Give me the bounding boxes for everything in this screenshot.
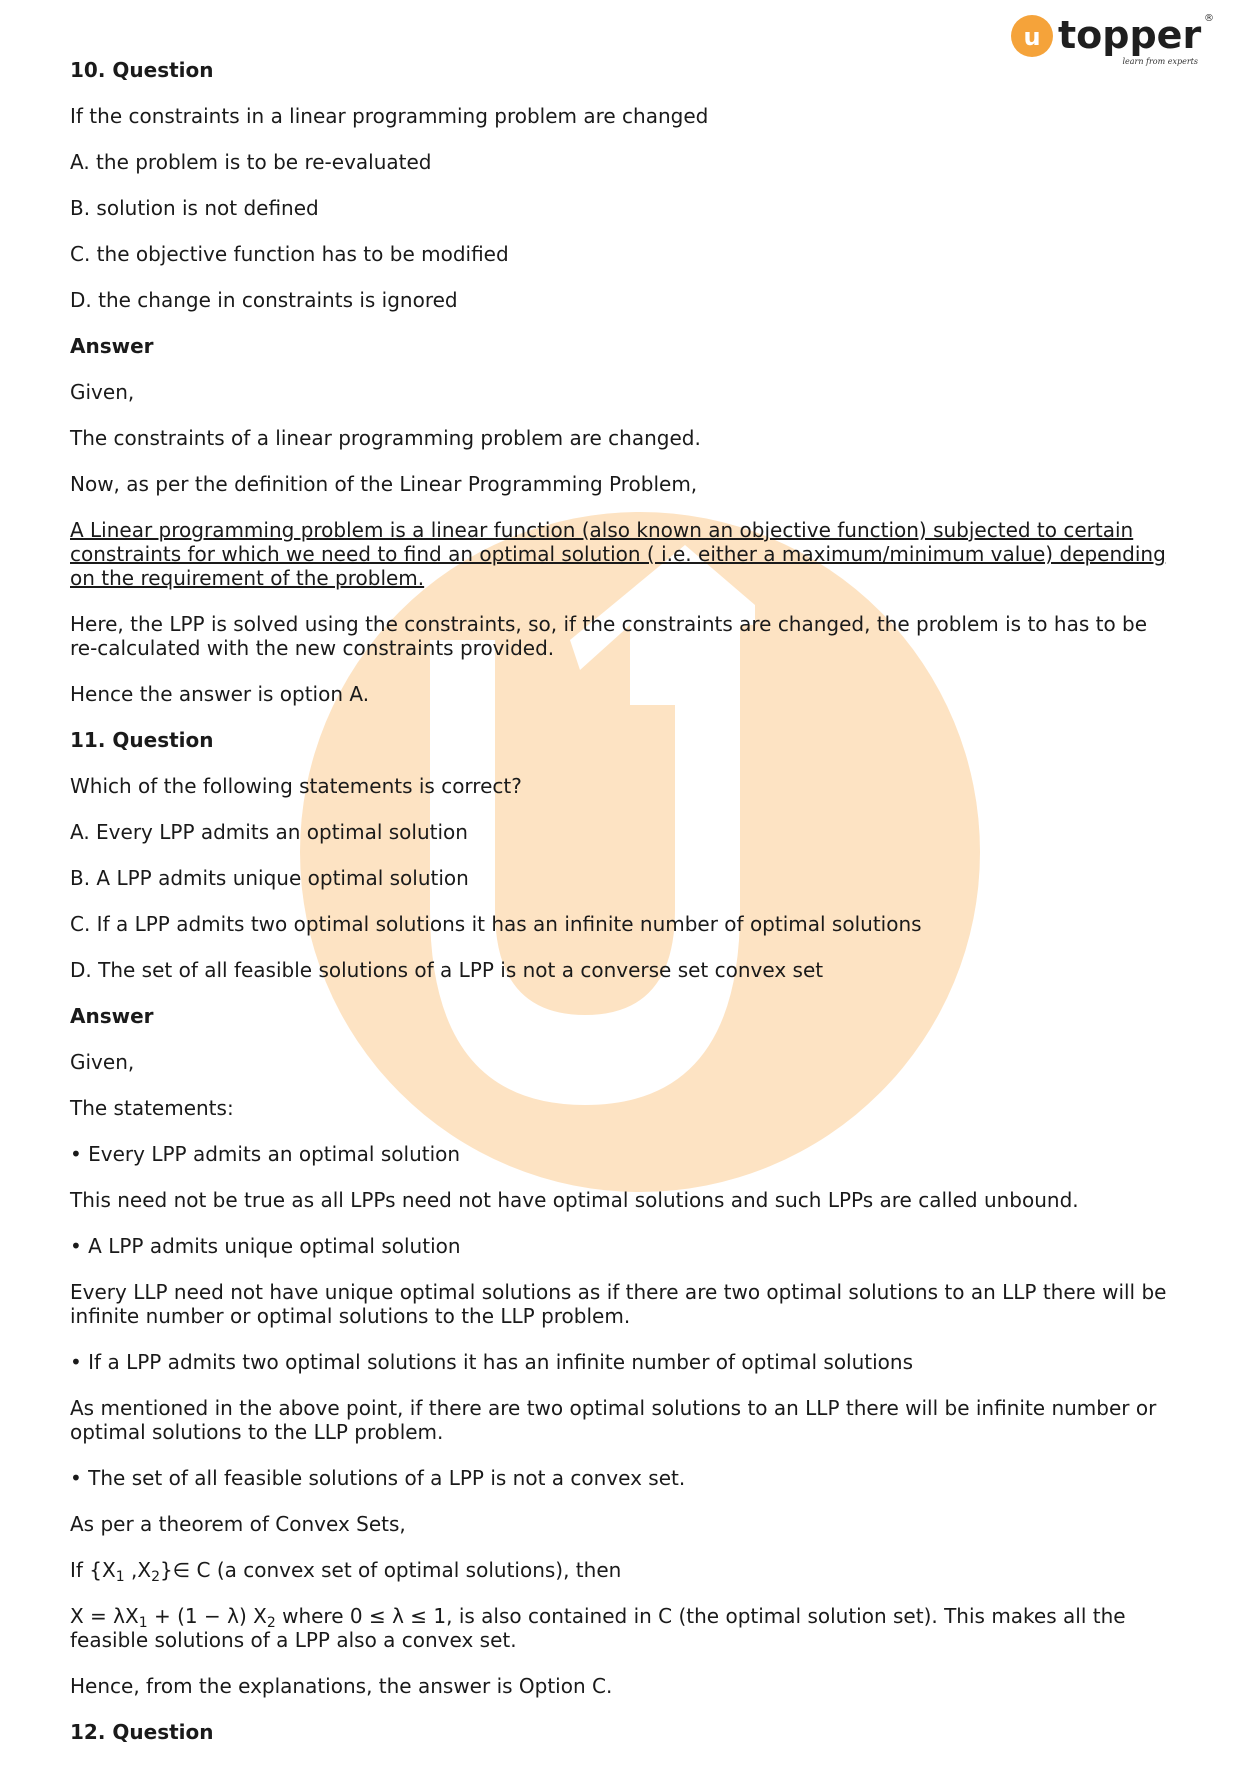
question-10-paragraph: The constraints of a linear programming problem are changed. xyxy=(70,426,701,450)
convex-set-formula: If {$X_1$ $,X_2\}\in$ C (a convex set of optimal solutions), then xyxy=(70,1558,622,1585)
question-11-option-a: A. Every LPP admits an optimal solution xyxy=(70,820,468,844)
question-10-option-a: A. the problem is to be re-evaluated xyxy=(70,150,432,174)
question-11-prompt: Which of the following statements is correct? xyxy=(70,774,522,798)
question-11-given: Given, xyxy=(70,1050,135,1074)
question-10-option-c: C. the objective function has to be modified xyxy=(70,242,509,266)
statement-explanation: Every LLP need not have unique optimal solutions as if there are two optimal solutions to an LLP there will be infinite number or optimal solutions to the LLP problem. xyxy=(70,1280,1167,1328)
logo-wordmark: topper xyxy=(1058,13,1202,57)
lpp-definition: A Linear programming problem is a linear function (also known an objective function) subjected to certain constraints for which we need to find an optimal solution ( i.e. either a maximum/minimum value) depending on the requirement of the problem. xyxy=(70,518,1166,590)
question-10-given: Given, xyxy=(70,380,135,404)
statement-explanation: This need not be true as all LPPs need not have optimal solutions and such LPPs are called unbound. xyxy=(70,1188,1079,1212)
statement-bullet: • The set of all feasible solutions of a LPP is not a convex set. xyxy=(70,1466,686,1490)
question-10-paragraph: Now, as per the definition of the Linear Programming Problem, xyxy=(70,472,698,496)
theorem-intro: As per a theorem of Convex Sets, xyxy=(70,1512,406,1536)
statements-label: The statements: xyxy=(70,1096,234,1120)
question-11-heading: 11. Question xyxy=(70,728,214,752)
statement-bullet: • If a LPP admits two optimal solutions it has an infinite number of optimal solutions xyxy=(70,1350,914,1374)
brand-logo xyxy=(1008,6,1218,68)
question-11-option-c: C. If a LPP admits two optimal solutions it has an infinite number of optimal solutions xyxy=(70,912,922,936)
convex-combination-formula: $X = \lambda X_1 + (1 - \lambda)$ $X_2$ where 0 ≤ λ ≤ 1, is also contained in C (the optimal solution set). This makes all the feasible solutions of a LPP also a convex set. xyxy=(70,1604,1126,1652)
question-12-heading: 12. Question xyxy=(70,1720,214,1744)
logo-tagline: learn from experts xyxy=(1122,57,1198,66)
question-10-option-b: B. solution is not defined xyxy=(70,196,319,220)
statement-bullet: • Every LPP admits an optimal solution xyxy=(70,1142,461,1166)
statement-bullet: • A LPP admits unique optimal solution xyxy=(70,1234,461,1258)
document-content xyxy=(70,58,1178,1766)
statement-explanation: As mentioned in the above point, if there are two optimal solutions to an LLP there will be infinite number or optimal solutions to the LLP problem. xyxy=(70,1396,1157,1444)
question-11-answer-heading: Answer xyxy=(70,1004,154,1028)
question-10-answer-heading: Answer xyxy=(70,334,154,358)
question-11-option-b: B. A LPP admits unique optimal solution xyxy=(70,866,469,890)
question-10-paragraph: Here, the LPP is solved using the constraints, so, if the constraints are changed, the problem is to has to be re-calculated with the new constraints provided. xyxy=(70,612,1148,660)
svg-text:u: u xyxy=(1023,23,1041,51)
registered-mark: ® xyxy=(1204,13,1214,24)
question-10-prompt: If the constraints in a linear programming problem are changed xyxy=(70,104,709,128)
question-11-option-d: D. The set of all feasible solutions of a LPP is not a converse set convex set xyxy=(70,958,824,982)
question-10-option-d: D. the change in constraints is ignored xyxy=(70,288,458,312)
question-10-heading: 10. Question xyxy=(70,58,214,82)
question-10-conclusion: Hence the answer is option A. xyxy=(70,682,370,706)
question-11-conclusion: Hence, from the explanations, the answer is Option C. xyxy=(70,1674,613,1698)
